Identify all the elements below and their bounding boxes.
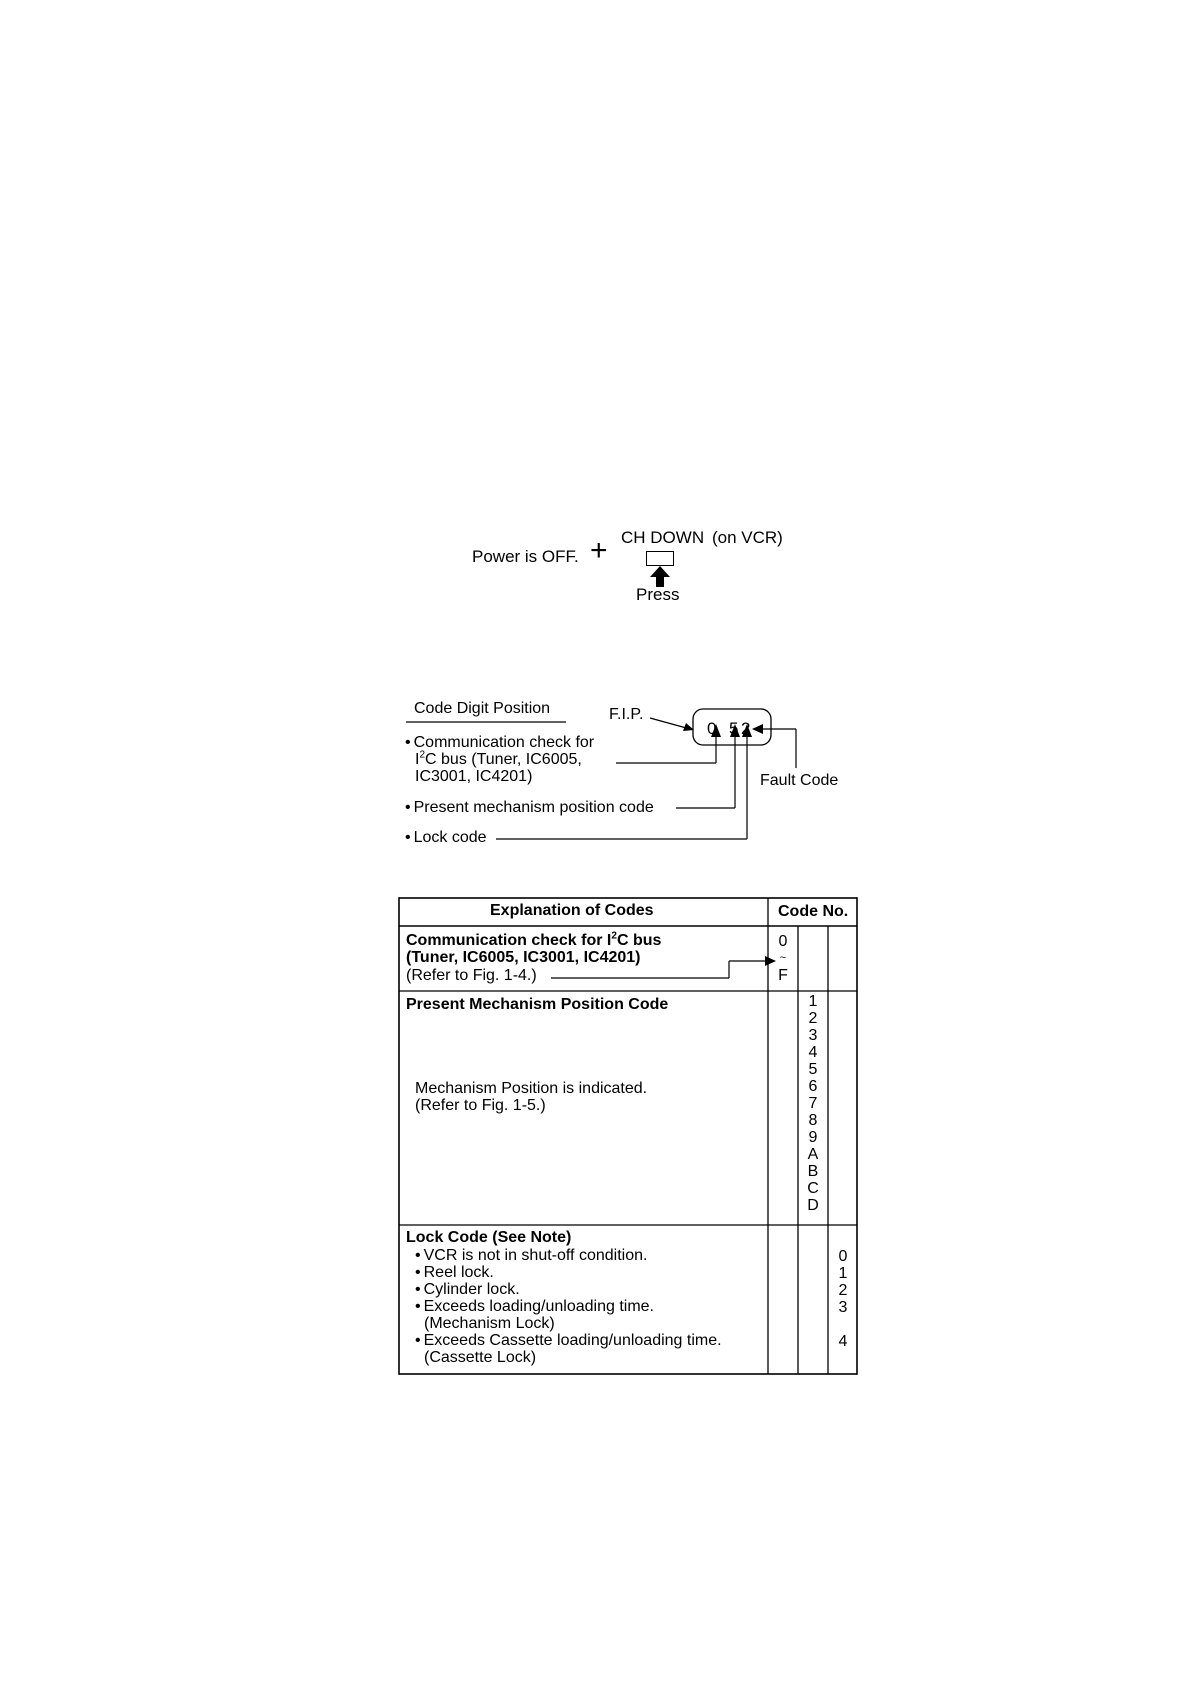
row1-code-column — [772, 933, 794, 984]
fault-code-label: Fault Code — [760, 772, 839, 789]
code-cell — [832, 1350, 854, 1367]
code-cell: 2 — [838, 1282, 848, 1299]
table-header-explanation: Explanation of Codes — [490, 902, 654, 919]
code-cell: 6 — [808, 1078, 818, 1095]
code-cell: 4 — [808, 1044, 818, 1061]
code-cell — [832, 1316, 854, 1333]
code-cell: B — [807, 1163, 819, 1180]
ch-down-label: CH DOWN — [621, 528, 705, 547]
press-label: Press — [636, 585, 680, 604]
row3-title: Lock Code (See Note) — [406, 1229, 572, 1246]
lock-item-note: (Mechanism Lock) — [424, 1315, 555, 1332]
lock-item: • Cylinder lock. — [415, 1281, 520, 1298]
lock-item-note: (Cassette Lock) — [424, 1349, 537, 1366]
code-cell: C — [807, 1180, 819, 1197]
code-cell: 1 — [838, 1265, 848, 1282]
code-cell: A — [807, 1146, 819, 1163]
code-digit-heading: Code Digit Position — [414, 700, 551, 717]
lock-item: • Exceeds Cassette loading/unloading time. — [415, 1332, 722, 1349]
code-cell: 0 — [838, 1248, 848, 1265]
lock-item: • Reel lock. — [415, 1264, 494, 1281]
code-cell: 4 — [838, 1333, 848, 1350]
code-cell: 5 — [808, 1061, 818, 1078]
table-header-code-no: Code No. — [778, 903, 849, 920]
display-digit-2: 5 — [729, 719, 739, 738]
lock-item: • Exceeds loading/unloading time. — [415, 1298, 654, 1315]
plus-sign: + — [590, 534, 608, 567]
code-cell: 7 — [808, 1095, 818, 1112]
code-cell: 1 — [808, 993, 818, 1010]
fip-label: F.I.P. — [609, 706, 644, 723]
mech-position-item: • Present mechanism position code — [405, 799, 654, 816]
code-cell: 2 — [808, 1010, 818, 1027]
comm-check-item: • Communication check for — [405, 734, 594, 751]
code-cell: ~ — [779, 952, 787, 964]
row2-code-column — [802, 993, 824, 1214]
code-cell: F — [778, 967, 788, 984]
display-digit-1: 0 — [707, 719, 717, 738]
lock-code-item: • Lock code — [405, 829, 487, 846]
code-cell: 0 — [778, 933, 788, 950]
on-vcr-label: (on VCR) — [712, 528, 783, 547]
comm-check-line3: IC3001, IC4201) — [415, 768, 533, 785]
code-cell: D — [807, 1197, 819, 1214]
row2-title: Present Mechanism Position Code — [406, 996, 669, 1013]
row3-code-column — [832, 1248, 854, 1367]
row2-desc1: Mechanism Position is indicated. — [415, 1080, 648, 1097]
row1-title2: (Tuner, IC6005, IC3001, IC4201) — [406, 949, 641, 966]
power-off-text: Power is OFF. — [472, 547, 579, 566]
row2-desc2: (Refer to Fig. 1-5.) — [415, 1097, 546, 1114]
code-cell: 9 — [808, 1129, 818, 1146]
code-cell: 3 — [808, 1027, 818, 1044]
display-digit-3: 2 — [741, 719, 751, 738]
row1-title: Communication check for $I^2C$ bus — [406, 930, 662, 949]
row1-refer: (Refer to Fig. 1-4.) — [406, 967, 537, 984]
lock-item: • VCR is not in shut-off condition. — [415, 1247, 647, 1264]
code-cell: 8 — [808, 1112, 818, 1129]
comm-check-line2: $I^2C$ bus (Tuner, IC6005, — [415, 749, 582, 768]
code-cell: 3 — [838, 1299, 848, 1316]
